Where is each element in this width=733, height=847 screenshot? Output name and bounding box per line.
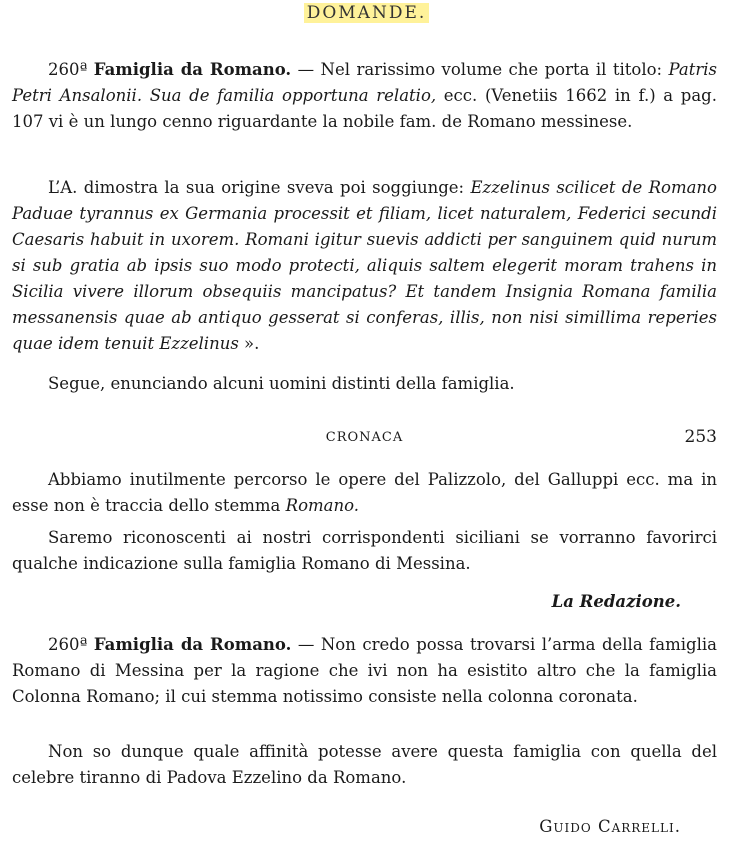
answer-title: Famiglia da Romano.: [93, 635, 292, 654]
answer-paragraph-2: Non so dunque quale affinità potesse avere questa famiglia con quella del celebre tiranno di Padova Ezzelino da Romano.: [12, 742, 717, 787]
running-head-title: CRONACA: [325, 430, 404, 445]
query-paragraph-2: L’A. dimostra la sua origine sveva poi soggiunge: Ezzelinus scilicet de Romano Paduae tyrannus ex Germania processit et filiam, licet naturalem, Federici secundi Caesaris habuit in uxorem. Romani igitur suevis addicti per sanguinem quid nurum si sub gratia ab ipsis suo modo protecti, aliquis saltem elegerit moram trahens in Sicilia vivere illorum obsequiis mancipatus? Et tandem Insignia Romana familia messanensis quae ab antiquo gesserat si conferas, illis, non nisi simillima reperies quae idem tenuit Ezzelinus ».: [12, 178, 717, 353]
signature-redazione: La Redazione.: [551, 592, 681, 611]
query-title: Famiglia da Romano.: [93, 60, 292, 79]
italic-word: Romano.: [285, 496, 360, 515]
editorial-paragraph-1: Abbiamo inutilmente percorso le opere del Palizzolo, del Galluppi ecc. ma in esse non è traccia dello stemma Romano.: [12, 470, 717, 515]
editorial-paragraph-2: Saremo riconoscenti ai nostri corrispondenti siciliani se vorranno favorirci qualche indicazione sulla famiglia Romano di Messina.: [12, 528, 717, 573]
running-head: [12, 427, 717, 447]
query-paragraph-1: 260ª Famiglia da Romano. — Nel rarissimo volume che porta il titolo: Patris Petri Ansalonii. Sua de familia opportuna relatio, ecc. (Venetiis 1662 in f.) a pag. 107 vi è un lungo cenno riguardante la nobile fam. de Romano messinese.: [12, 60, 717, 131]
answer-paragraph-1: 260ª Famiglia da Romano. — Non credo possa trovarsi l’arma della famiglia Romano di Messina per la ragione che ivi non ha esistito altro che la famiglia Colonna Romano; il cui stemma notissimo consiste nella colonna coronata.: [12, 635, 717, 706]
section-heading: DOMANDE.: [0, 3, 733, 23]
latin-quotation: Ezzelinus scilicet de Romano Paduae tyrannus ex Germania processit et filiam, licet naturalem, Federici secundi Caesaris habuit in uxorem. Romani igitur suevis addicti per sanguinem quid nurum si sub gratia ab ipsis suo modo protecti, aliquis saltem elegerit moram trahens in Sicilia vivere illorum obsequiis mancipatus? Et tandem Insignia Romana familia messanensis quae ab antiquo gesserat si conferas, illis, non nisi simillima reperies quae idem tenuit Ezzelinus: [12, 178, 717, 353]
query-paragraph-3: Segue, enunciando alcuni uomini distinti della famiglia.: [48, 374, 515, 393]
signature-author: Guido Carrelli.: [539, 817, 681, 836]
page-number: 253: [684, 427, 717, 447]
book-title: Patris Petri Ansalonii. Sua de familia opportuna relatio,: [12, 60, 717, 105]
